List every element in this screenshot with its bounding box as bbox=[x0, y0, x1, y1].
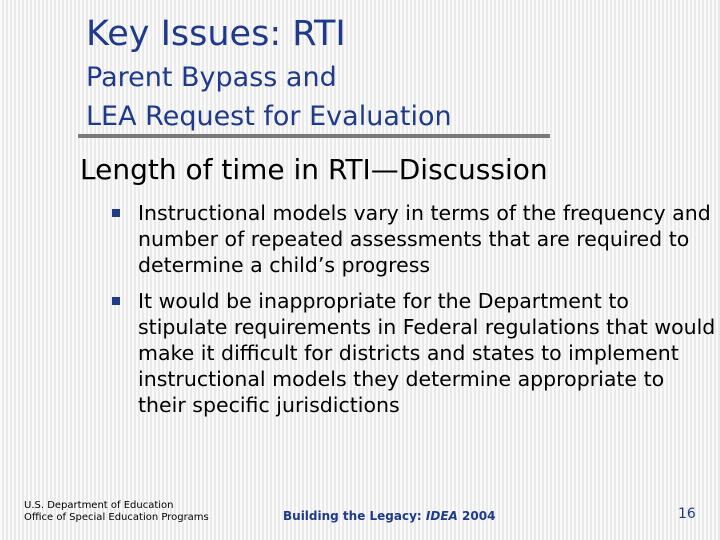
square-bullet-icon bbox=[112, 297, 120, 305]
square-bullet-icon bbox=[112, 209, 120, 217]
slide-title: Key Issues: RTI bbox=[86, 14, 346, 54]
bullet-list bbox=[108, 200, 718, 428]
bullet-item bbox=[108, 200, 718, 278]
footer-tagline-idea: IDEA bbox=[425, 509, 458, 523]
slide-subtitle-line-2: LEA Request for Evaluation bbox=[86, 101, 452, 132]
footer-organization bbox=[24, 500, 209, 524]
footer-tagline-prefix: Building the Legacy: bbox=[283, 509, 426, 523]
slide-subtitle-line-1: Parent Bypass and bbox=[86, 62, 337, 93]
page-number: 16 bbox=[678, 506, 696, 522]
bullet-item bbox=[108, 288, 718, 418]
footer-org-line-1: U.S. Department of Education bbox=[24, 500, 174, 511]
footer-tagline-suffix: 2004 bbox=[457, 509, 496, 523]
section-heading: Length of time in RTI—Discussion bbox=[80, 153, 548, 186]
slide-title-block bbox=[86, 10, 556, 136]
footer-tagline bbox=[283, 509, 495, 523]
bullet-text: It would be inappropriate for the Department to stipulate requirements in Federal regulations that would make it difficult for districts and states to implement instructional models they determine appropriate to their specific jurisdictions bbox=[138, 289, 716, 417]
title-divider bbox=[78, 134, 550, 138]
bullet-text: Instructional models vary in terms of the frequency and number of repeated assessments that are required to determine a child’s progress bbox=[138, 201, 711, 277]
footer-org-line-2: Office of Special Education Programs bbox=[24, 512, 209, 523]
